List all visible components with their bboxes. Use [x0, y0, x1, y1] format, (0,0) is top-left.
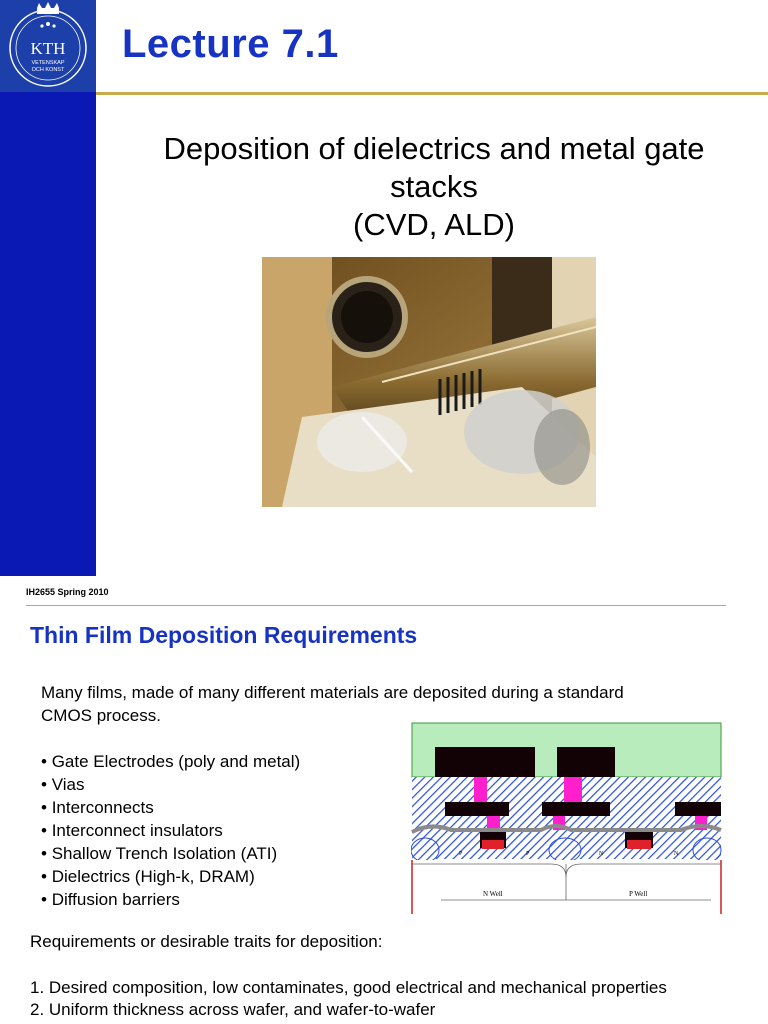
lecture-subtitle — [100, 130, 768, 244]
list-item: • Interconnect insulators — [41, 819, 300, 842]
requirements-heading: Requirements or desirable traits for deposition: — [30, 932, 383, 951]
intro-paragraph — [41, 681, 721, 727]
list-item: • Gate Electrodes (poly and metal) — [41, 750, 300, 773]
intro-line-2: CMOS process. — [41, 706, 161, 725]
pwell-label: P Well — [629, 890, 648, 898]
diagram-label: P — [459, 851, 463, 857]
diagram-label: N — [674, 851, 679, 857]
list-item: • Dielectrics (High-k, DRAM) — [41, 865, 300, 888]
nwell-label: N Well — [483, 890, 503, 898]
intro-line-1: Many films, made of many different materials are deposited during a standard — [41, 683, 624, 702]
cmos-cross-section-diagram — [411, 722, 722, 915]
list-item: • Diffusion barriers — [41, 888, 300, 911]
lecture-title: Lecture 7.1 — [122, 22, 339, 66]
deposition-equipment-photo — [262, 257, 596, 507]
kth-crest-icon — [4, 2, 92, 90]
list-item: 1. Desired composition, low contaminates, good electrical and mechanical properties — [30, 978, 667, 997]
list-item: • Interconnects — [41, 796, 300, 819]
list-item: • Shallow Trench Isolation (ATI) — [41, 842, 300, 865]
diagram-label: P — [526, 851, 530, 857]
subtitle-line-3: (CVD, ALD) — [353, 207, 515, 242]
logo-subtext-line2: OCH KONST — [31, 67, 65, 73]
course-footer: IH2655 Spring 2010 — [26, 587, 109, 597]
list-item: • Vias — [41, 773, 300, 796]
logo-text: KTH — [30, 39, 66, 58]
logo-subtext-line1: VETENSKAP — [31, 60, 65, 66]
slide-divider — [26, 605, 726, 606]
film-types-list — [41, 750, 300, 911]
list-item: 2. Uniform thickness across wafer, and wafer-to-wafer — [30, 1000, 436, 1019]
slide-title: Thin Film Deposition Requirements — [30, 622, 418, 648]
subtitle-line-2: stacks — [390, 169, 478, 204]
kth-logo — [0, 0, 96, 92]
header-rule — [96, 92, 768, 95]
diagram-label: N — [599, 851, 604, 857]
subtitle-line-1: Deposition of dielectrics and metal gate — [163, 131, 705, 166]
requirements-list — [30, 977, 667, 1021]
